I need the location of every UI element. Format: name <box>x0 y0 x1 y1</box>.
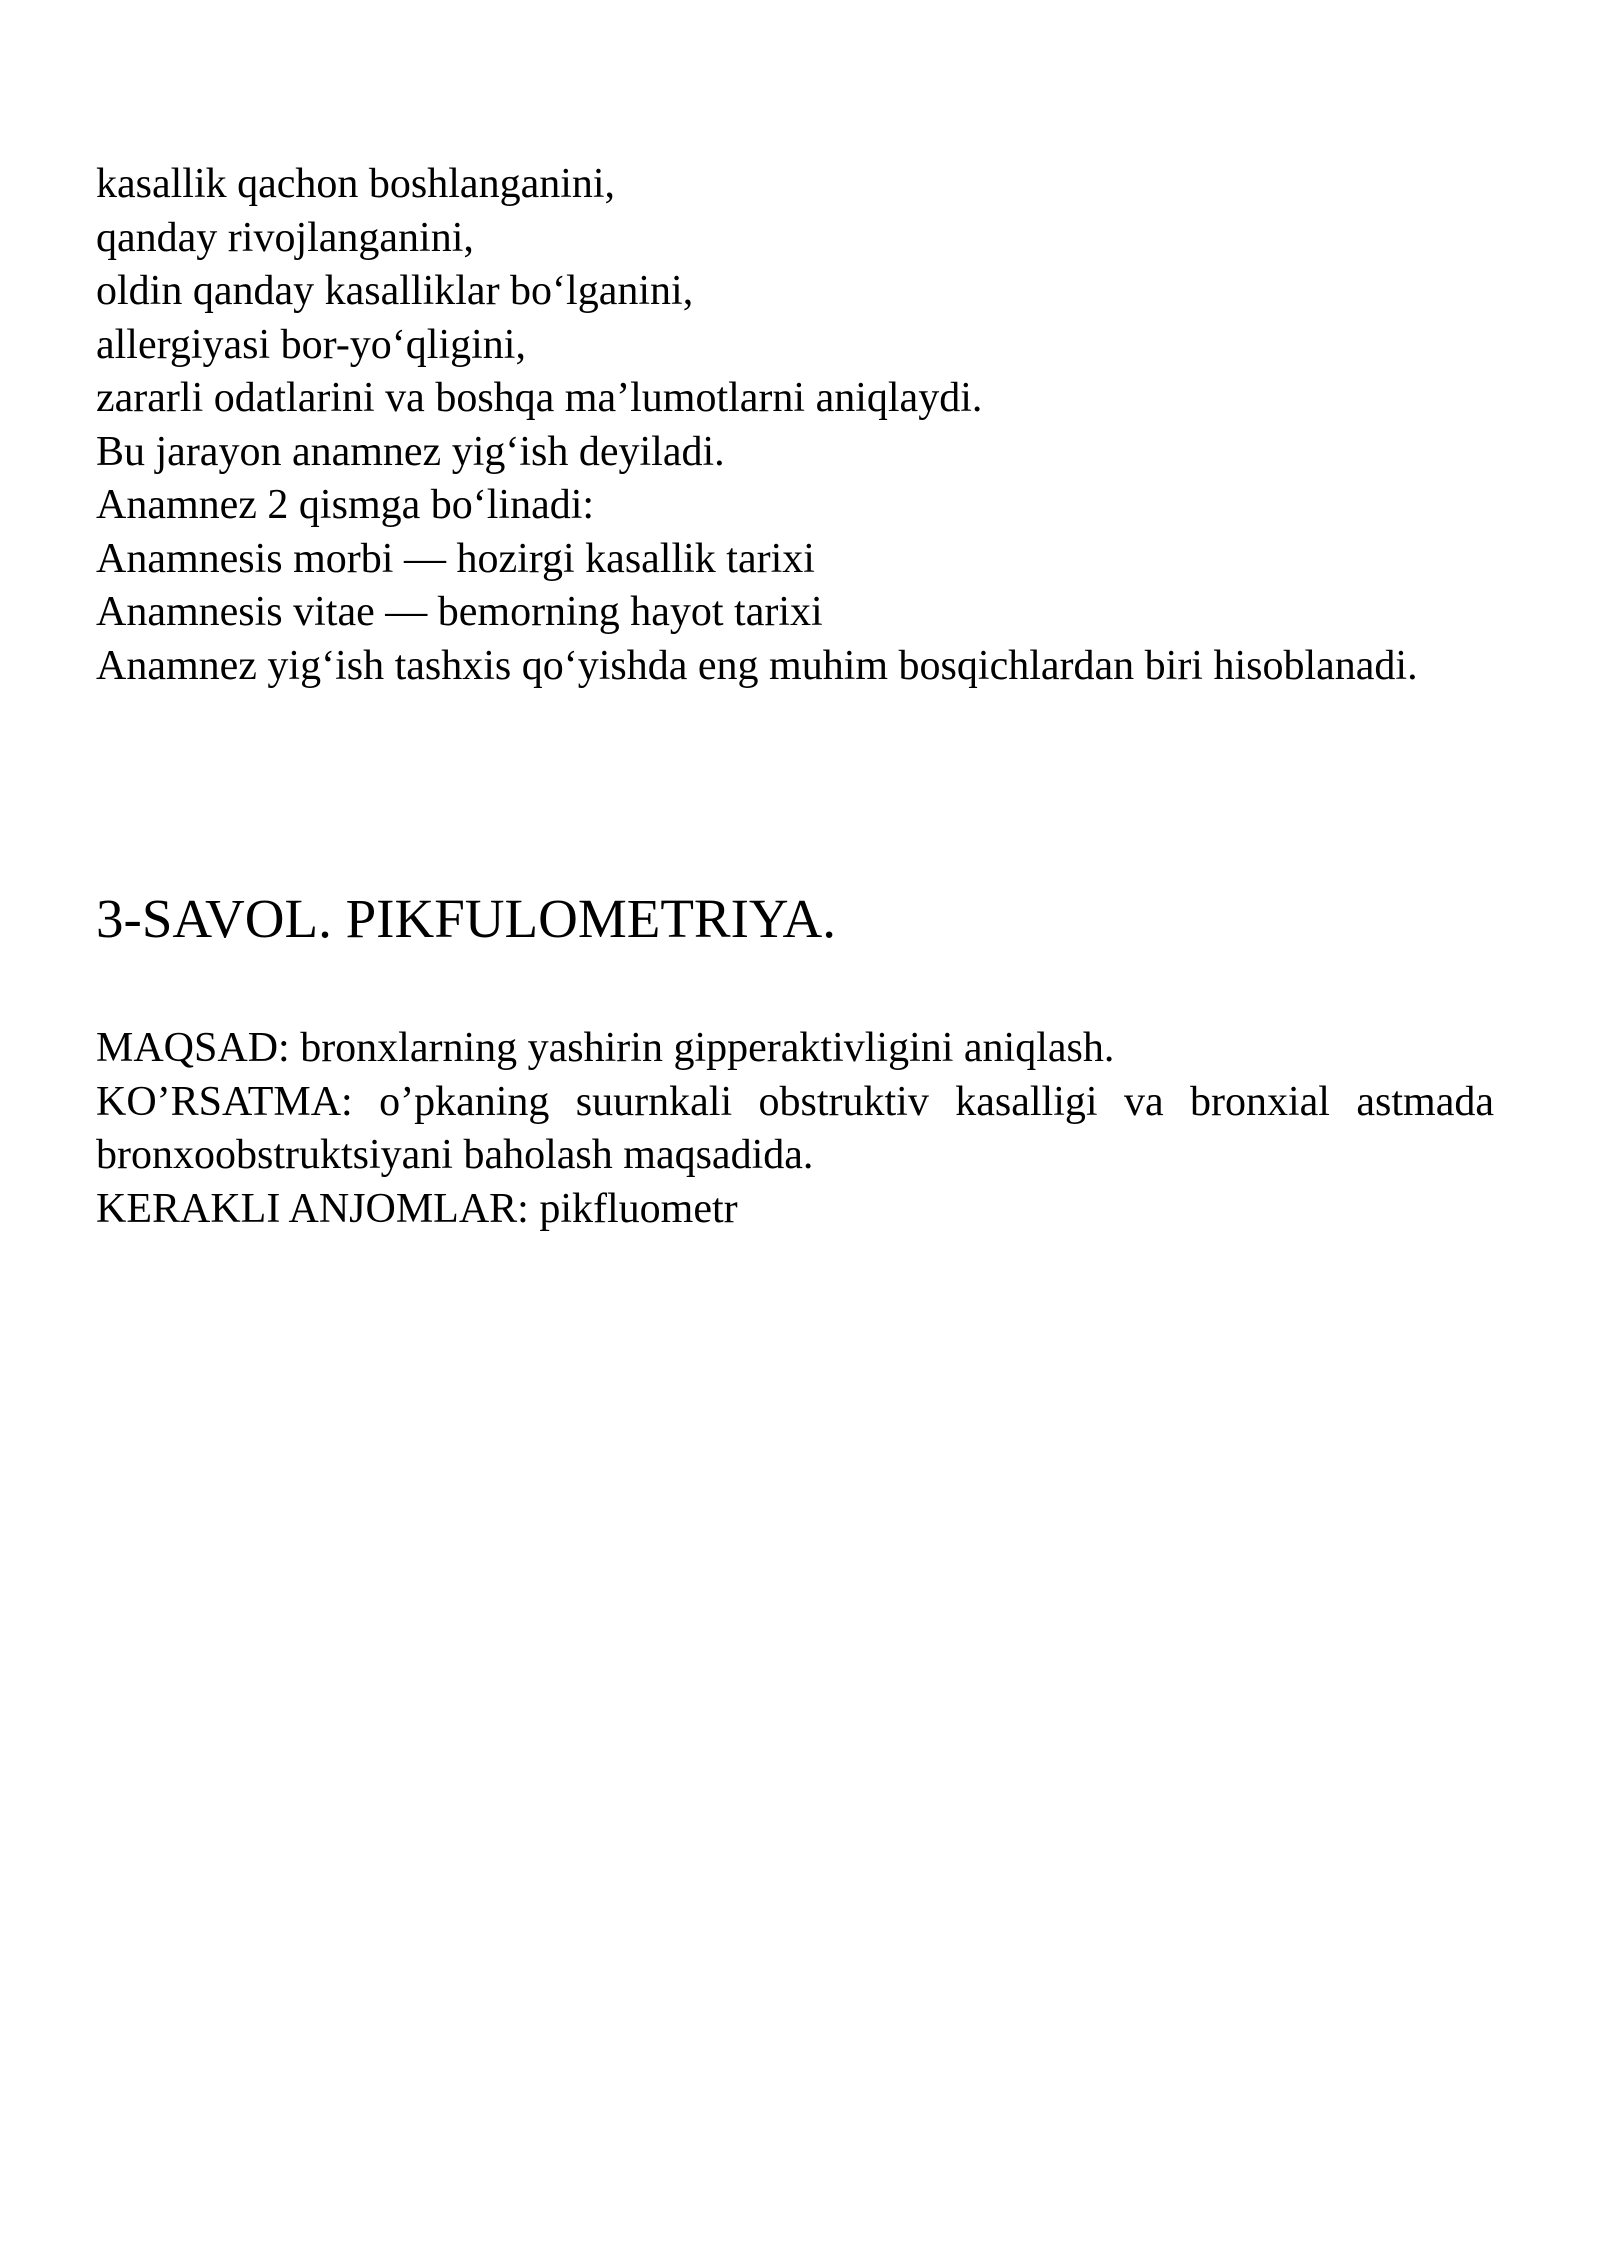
text-line: Anamnesis morbi — hozirgi kasallik tarixi <box>96 535 815 582</box>
text-line: oldin qanday kasalliklar bo‘lganini, <box>96 268 694 314</box>
text-line: kasallik qachon boshlanganini, <box>96 161 616 207</box>
text-line: Anamnesis vitae — bemorning hayot tarixi <box>96 589 823 635</box>
text-line: qanday rivojlanganini, <box>96 214 474 261</box>
equipment-paragraph: KERAKLI ANJOMLAR: pikfluometr <box>96 1185 738 1232</box>
anamnesis-text-block <box>96 158 1494 693</box>
closing-paragraph: Anamnez yig‘ish tashxis qo‘yishda eng muhim bosqichlardan biri hisoblanadi. <box>96 642 1418 689</box>
text-line: Anamnez 2 qismga bo‘linadi: <box>96 482 595 528</box>
text-line: zararli odatlarini va boshqa ma’lumotlarni aniqlaydi. <box>96 375 983 421</box>
section-heading: 3-SAVOL. PIKFULOMETRIYA. <box>96 888 837 949</box>
text-line: allergiyasi bor-yo‘qligini, <box>96 321 526 368</box>
purpose-paragraph: MAQSAD: bronxlarning yashirin gipperaktivligini aniqlash. <box>96 1025 1115 1071</box>
indication-paragraph: KO’RSATMA: o’pkaning suurnkali obstruktiv kasalligi va bronxial astmada bronxoobstruktsiyani baholash maqsadida. <box>96 1078 1494 1178</box>
text-line: Bu jarayon anamnez yig‘ish deyiladi. <box>96 428 725 475</box>
pikfulometriya-text-block <box>96 1022 1494 1236</box>
